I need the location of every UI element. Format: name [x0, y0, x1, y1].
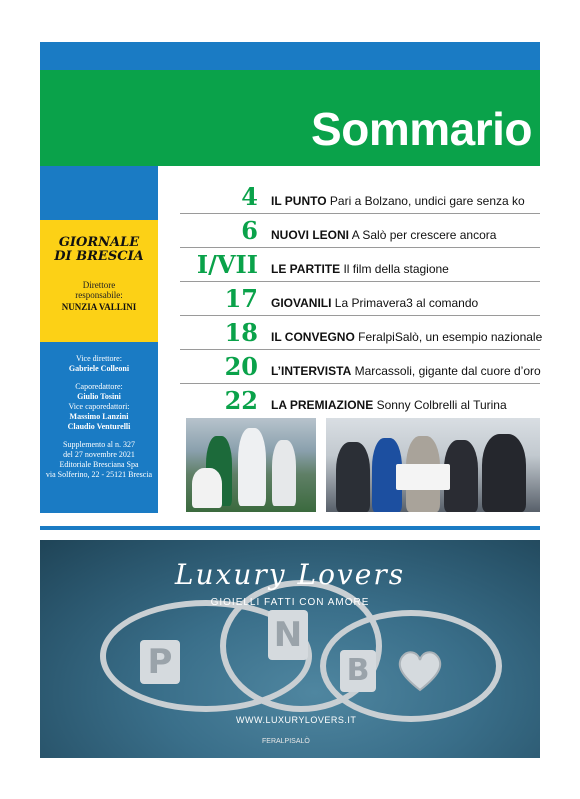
toc-section: LE PARTITE — [271, 262, 341, 276]
heart-icon — [396, 648, 444, 692]
toc-entry — [271, 194, 525, 208]
toc-section: LA PREMIAZIONE — [271, 398, 374, 412]
toc-row[interactable] — [180, 384, 540, 417]
chief-editor-label: Caporedattore: — [75, 382, 123, 391]
advert-url[interactable]: WWW.LUXURYLOVERS.IT — [236, 715, 357, 725]
toc-section: IL CONVEGNO — [271, 330, 355, 344]
toc-row[interactable] — [180, 180, 540, 214]
toc-page-number: 22 — [224, 386, 258, 415]
toc-section: GIOVANILI — [271, 296, 332, 310]
toc-section: IL PUNTO — [271, 194, 327, 208]
paper-name-line-2: DI BRESCIA — [54, 249, 144, 264]
advert-brand: Luxury Lovers — [174, 558, 406, 591]
vice-chiefs-label: Vice caporedattori: — [68, 402, 130, 411]
ring-letter-b: B — [340, 650, 376, 692]
toc-entry — [271, 262, 449, 276]
vice-chief-1: Massimo Lanzini — [69, 412, 129, 421]
director-label — [40, 280, 158, 300]
paper-name-line-1: GIORNALE — [58, 235, 140, 250]
toc-row[interactable] — [180, 282, 540, 316]
header-green-band — [40, 70, 540, 166]
vice-chief-2: Claudio Venturelli — [67, 422, 131, 431]
publication-line-2: del 27 novembre 2021 — [63, 450, 135, 459]
toc-headline: FeralpiSalò, un esempio nazionale — [358, 330, 543, 344]
toc-row[interactable] — [180, 350, 540, 384]
toc-entry — [271, 330, 542, 344]
toc-entry — [271, 398, 507, 412]
publication-line-3: Editoriale Bresciana Spa — [59, 460, 139, 469]
vice-director-label: Vice direttore: — [76, 354, 122, 363]
toc-page-number: 20 — [224, 352, 258, 381]
toc-row[interactable] — [180, 248, 540, 282]
ring-letter-p: P — [140, 640, 180, 684]
ring-letter-n: N — [268, 610, 308, 660]
toc-row[interactable] — [180, 316, 543, 350]
toc-page-number: 4 — [241, 182, 258, 211]
toc-entry — [271, 296, 478, 310]
paper-name — [40, 236, 158, 264]
table-of-contents — [180, 180, 543, 417]
publication-line-1: Supplemento al n. 327 — [63, 440, 135, 449]
toc-headline: Il film della stagione — [343, 262, 449, 276]
director-label-line-2: responsabile: — [75, 290, 123, 300]
toc-page-number: I/VII — [196, 250, 258, 279]
toc-section: NUOVI LEONI — [271, 228, 350, 242]
chief-editor-name: Giulio Tosini — [77, 392, 121, 401]
toc-headline: Pari a Bolzano, undici gare senza ko — [329, 194, 525, 208]
advertisement[interactable] — [40, 540, 540, 758]
header-blue-band — [40, 42, 540, 70]
toc-page-number: 6 — [241, 216, 258, 245]
page-title: Sommario — [311, 103, 532, 155]
section-divider — [40, 526, 540, 530]
toc-page-number: 17 — [224, 284, 258, 313]
match-photo — [186, 418, 316, 512]
toc-page-number: 18 — [224, 318, 258, 347]
vice-director-name: Gabriele Colleoni — [68, 364, 130, 373]
advert-sponsor: FERALPISALÒ — [262, 738, 310, 745]
masthead-box — [40, 220, 158, 342]
toc-headline: La Primavera3 al comando — [334, 296, 479, 310]
toc-headline: Sonny Colbrelli al Turina — [376, 398, 507, 412]
toc-headline: Marcassoli, gigante dal cuore d’oro — [354, 364, 541, 378]
publication-line-4: via Solferino, 22 - 25121 Brescia — [45, 470, 153, 479]
director-label-line-1: Direttore — [82, 280, 116, 290]
toc-entry — [271, 364, 541, 378]
toc-section: L’INTERVISTA — [271, 364, 352, 378]
masthead-blue-top — [40, 166, 158, 220]
director-name: NUNZIA VALLINI — [61, 302, 137, 312]
staff-box — [40, 342, 158, 513]
toc-headline: A Salò per crescere ancora — [351, 228, 497, 242]
advert-tagline: GIOIELLI FATTI CON AMORE — [210, 597, 370, 608]
toc-row[interactable] — [180, 214, 540, 248]
toc-entry — [271, 228, 496, 242]
award-photo — [326, 418, 540, 512]
